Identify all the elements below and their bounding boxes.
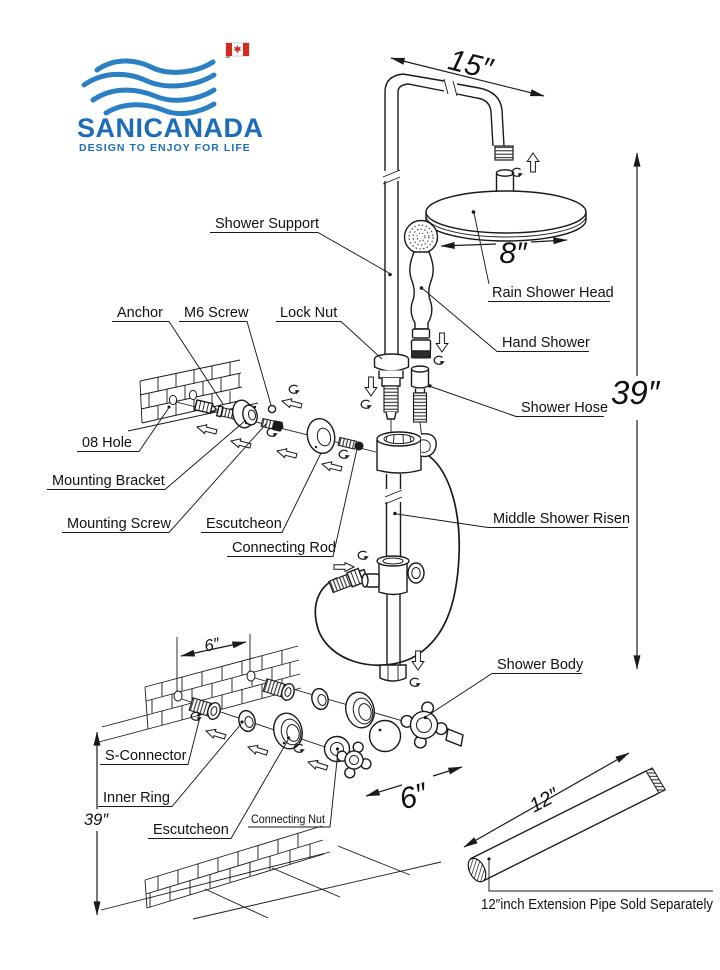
escutcheon-rear-part xyxy=(342,689,378,731)
riser-tee-fitting xyxy=(377,432,436,473)
dim-extension-12 xyxy=(464,753,629,847)
extension-pipe xyxy=(465,768,666,885)
drop-arrow-icon xyxy=(436,333,448,352)
callout-shower-support xyxy=(210,216,392,276)
dim-arm-text: 15″ xyxy=(444,43,496,87)
callout-s-connector xyxy=(100,713,201,764)
extension-note-text: 12″inch Extension Pipe Sold Separately xyxy=(481,897,714,913)
drop-arrow-icon xyxy=(365,377,377,396)
dim-riser-text: 39″ xyxy=(611,374,660,411)
callout-escutcheon-mid xyxy=(201,453,321,533)
m6-nut-part xyxy=(268,405,275,412)
twist-arrow-icon xyxy=(410,678,421,687)
wall-floor-bottom xyxy=(101,826,441,919)
logo-tagline-text: DESIGN TO ENJOY FOR LIFE xyxy=(79,142,251,154)
label-shower-hose: Shower Hose xyxy=(521,400,609,416)
twist-arrow-icon xyxy=(361,400,372,409)
lift-arrow-icon xyxy=(527,153,539,172)
wall-hole xyxy=(169,395,176,404)
direction-arrow-icon xyxy=(247,743,269,757)
wall-hole xyxy=(174,691,182,701)
inner-ring-rear-part xyxy=(310,687,331,711)
label-shower-support: Shower Support xyxy=(215,216,319,232)
drop-arrow-icon xyxy=(412,651,424,670)
dim-head-8 xyxy=(441,237,567,270)
label-escutcheon-mid: Escutcheon xyxy=(206,516,282,532)
label-connecting-nut: Connecting Nut xyxy=(251,812,326,826)
twist-arrow-icon xyxy=(294,744,305,753)
canada-flag-icon xyxy=(225,43,249,58)
direction-arrow-icon xyxy=(196,423,218,437)
label-shower-body: Shower Body xyxy=(497,657,584,673)
dim-install-text: 39″ xyxy=(84,811,109,829)
label-lock-nut: Lock Nut xyxy=(280,305,338,321)
direction-arrow-icon xyxy=(334,563,354,572)
s-connector-rear-part xyxy=(263,677,297,702)
label-mounting-screw: Mounting Screw xyxy=(67,516,171,532)
lock-nut-part xyxy=(375,354,409,433)
dim-body-text: 6″ xyxy=(395,777,432,817)
dim-riser-39 xyxy=(611,153,661,669)
escutcheon-mid-part xyxy=(304,416,338,456)
rain-shower-head xyxy=(426,146,586,241)
label-inner-ring: Inner Ring xyxy=(103,790,170,806)
direction-arrow-icon xyxy=(307,758,329,772)
callout-08-hole xyxy=(77,406,171,452)
inner-ring-front-part xyxy=(237,709,258,733)
label-anchor: Anchor xyxy=(117,305,163,321)
direction-arrow-icon xyxy=(276,447,298,461)
label-escutcheon-bottom: Escutcheon xyxy=(153,822,229,838)
dim-arm-15 xyxy=(391,43,544,96)
label-08-hole: 08 Hole xyxy=(82,435,132,451)
label-hand-shower: Hand Shower xyxy=(502,335,590,351)
label-connecting-rod: Connecting Rod xyxy=(232,540,336,556)
logo xyxy=(77,43,264,154)
mounting-bracket-part xyxy=(230,398,259,430)
twist-arrow-icon xyxy=(289,385,300,394)
twist-arrow-icon xyxy=(358,551,369,560)
callout-connecting-nut xyxy=(248,747,339,827)
logo-brand-text: SANICANADA xyxy=(77,113,264,143)
callout-shower-hose xyxy=(428,384,608,416)
label-s-connector: S-Connector xyxy=(105,748,187,764)
lower-tee-holder xyxy=(362,556,424,595)
wall-hole xyxy=(247,671,255,681)
direction-arrow-icon xyxy=(321,460,343,474)
callout-middle-shower-risen xyxy=(393,511,630,528)
direction-arrow-icon xyxy=(205,727,227,741)
dim-body-width-6 xyxy=(366,767,462,816)
connector-bolt-part xyxy=(261,418,285,433)
wall-hole xyxy=(189,390,196,399)
dim-extension-text: 12″ xyxy=(526,784,563,818)
dim-outlet-text: 6″ xyxy=(202,634,222,656)
label-m6-screw: M6 Screw xyxy=(184,305,249,321)
label-middle-shower-risen: Middle Shower Risen xyxy=(493,511,631,527)
callout-lock-nut xyxy=(276,305,382,359)
twist-arrow-icon xyxy=(339,450,350,459)
callout-shower-body xyxy=(424,657,584,719)
extension-note xyxy=(481,861,714,913)
dim-head-text: 8″ xyxy=(499,237,527,270)
direction-arrow-icon xyxy=(281,397,303,411)
riser-bottom-end xyxy=(380,665,406,681)
escutcheon-front-part xyxy=(270,710,306,752)
connecting-rod-part xyxy=(338,437,364,451)
label-rain-shower-head: Rain Shower Head xyxy=(492,285,614,301)
label-mounting-bracket: Mounting Bracket xyxy=(52,473,165,489)
logo-waves-icon xyxy=(84,61,214,114)
twist-arrow-icon xyxy=(434,356,445,365)
